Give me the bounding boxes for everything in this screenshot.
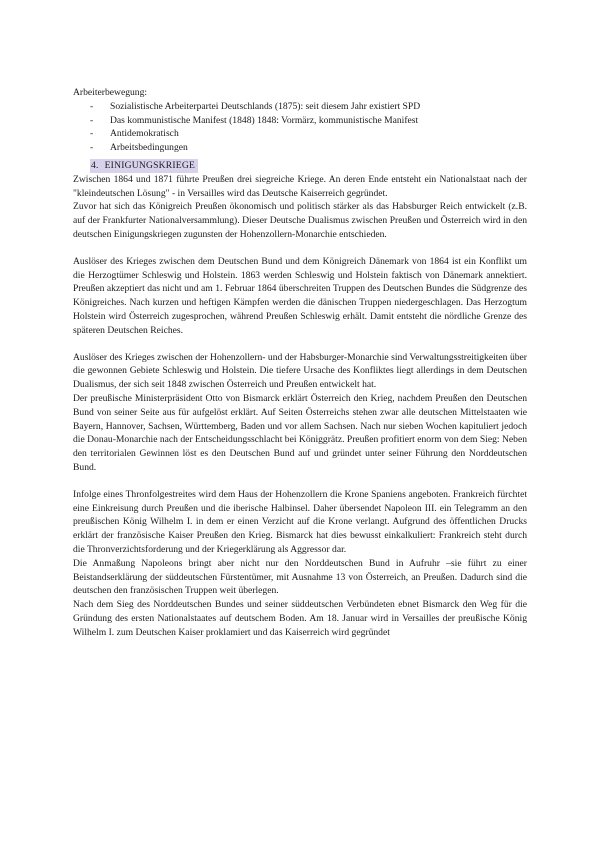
section-heading bbox=[90, 159, 198, 173]
bullet-item bbox=[90, 141, 527, 155]
paragraph: Zwischen 1864 und 1871 führte Preußen drei siegreiche Kriege. An deren Ende entsteht ein Nationalstaat nach der "kleindeutschen Lösung" - in Versailles wird das Deutsche Kaiserreich gegründet. bbox=[73, 173, 527, 199]
bullet-text: Arbeitsbedingungen bbox=[110, 142, 188, 154]
paragraph: Der preußische Ministerpräsident Otto von Bismarck erklärt Österreich den Krieg, nachdem Preußen den Deutschen Bund von seiner Seite aus für aufgelöst erklärt. Auf Seiten Österreichs stehen zwar alle deutschen Mittelstaaten wie Bayern, Hannover, Sachsen, Württemberg, Baden und vor allem Sachsen. Nach nur sieben Wochen kapituliert jedoch die Donau-Monarchie nach der Entscheidungsschlacht bei Königgrätz. Preußen profitiert enorm von dem Sieg: Neben den territorialen Gewinnen löst es den Deutschen Bund auf und gründet unter seiner Führung den Norddeutschen Bund. bbox=[73, 392, 527, 473]
bullet-marker: - bbox=[90, 114, 94, 126]
paragraph: Zuvor hat sich das Königreich Preußen ökonomisch und politisch stärker als das Habsburger Reich entwickelt (z.B. auf der Frankfurter Nationalversammlung). Dieser Deutsche Dualismus zwischen Preußen und Österreich wird in den deutschen Einigungskriegen zugunsten der Hohenzollern-Monarchie entschieden. bbox=[73, 201, 527, 240]
paragraph-gap bbox=[73, 242, 527, 255]
intro-label: Arbeiterbewegung: bbox=[73, 87, 148, 98]
paragraph-gap bbox=[73, 475, 527, 488]
paragraph: Die Anmaßung Napoleons bringt aber nicht nur den Norddeutschen Bund in Aufruhr –sie führt zu einer Beistandserklärung der süddeutschen Fürstentümer, mit Ausnahme 13 von Österreich, an Preußen. Dadurch sind die deutschen den französischen Truppen weit überlegen. bbox=[73, 557, 527, 597]
paragraph: Auslöser des Krieges zwischen der Hohenzollern- und der Habsburger-Monarchie sind Verwaltungsstreitigkeiten über die gewonnen Gebiete Schleswig und Holstein. Die tiefere Ursache des Konfliktes liegt allerdings in dem Deutschen Dualismus, der sich seit 1848 zwischen Österreich und Preußen entwickelt hat. bbox=[73, 351, 527, 391]
section-title: EINIGUNGSKRIEGE bbox=[104, 159, 196, 171]
bullet-item bbox=[90, 114, 527, 128]
paragraph: Nach dem Sieg des Norddeutschen Bundes und seiner süddeutschen Verbündeten ebnet Bismarck den Weg für die Gründung des ersten Nationalstaates auf deutschem Boden. Am 18. Januar wird in Versailles der preußische König Wilhelm I. zum Deutschen Kaiser proklamiert und das Kaiserreich wird gegründet bbox=[73, 599, 527, 638]
bullet-text: Sozialistische Arbeiterpartei Deutschlands (1875): seit diesem Jahr existiert SPD bbox=[110, 100, 421, 112]
bullet-item bbox=[90, 100, 527, 114]
bullet-text: Antidemokratisch bbox=[110, 128, 179, 140]
bullet-list bbox=[73, 100, 527, 155]
bullet-item bbox=[90, 127, 527, 141]
bullet-marker: - bbox=[90, 142, 94, 154]
bullet-text: Das kommunistische Manifest (1848) 1848: Vormärz, kommunistische Manifest bbox=[110, 114, 419, 126]
bullet-marker: - bbox=[90, 100, 94, 112]
bullet-marker: - bbox=[90, 128, 94, 140]
paragraph-gap bbox=[73, 338, 527, 351]
paragraph: Auslöser des Krieges zwischen dem Deutschen Bund und dem Königreich Dänemark von 1864 ist ein Konflikt um die Herzogtümer Schleswig und Holstein. 1863 werden Schleswig und Holstein faktisch von Dänemark annektiert. Preußen akzeptiert das nicht und am 1. Februar 1864 überschreiten Truppen des Deutschen Bundes die Südgrenze des Königreiches. Nach kurzen und heftigen Kämpfen werden die dänischen Truppen niedergeschlagen. Das Herzogtum Holstein wird Österreich zugesprochen, während Preußen Schleswig erhält. Damit entsteht die nördliche Grenze des späteren Deutschen Reiches. bbox=[73, 255, 527, 336]
paragraph: Infolge eines Thronfolgestreites wird dem Haus der Hohenzollern die Krone Spaniens angeboten. Frankreich fürchtet eine Einkreisung durch Preußen und die iberische Halbinsel. Daher übersendet Napoleon III. ein Telegramm an den preußischen König Wilhelm I. in dem er einen Verzicht auf die Krone verlangt. Aufgrund des öffentlichen Drucks erklärt der französische Kaiser Preußen den Krieg. Bismarck hat dies bewusst einkalkuliert: Frankreich steht durch die Thronverzichtsforderung und der Kriegerklärung als Aggressor dar. bbox=[73, 488, 527, 555]
section-number: 4. bbox=[91, 159, 99, 171]
